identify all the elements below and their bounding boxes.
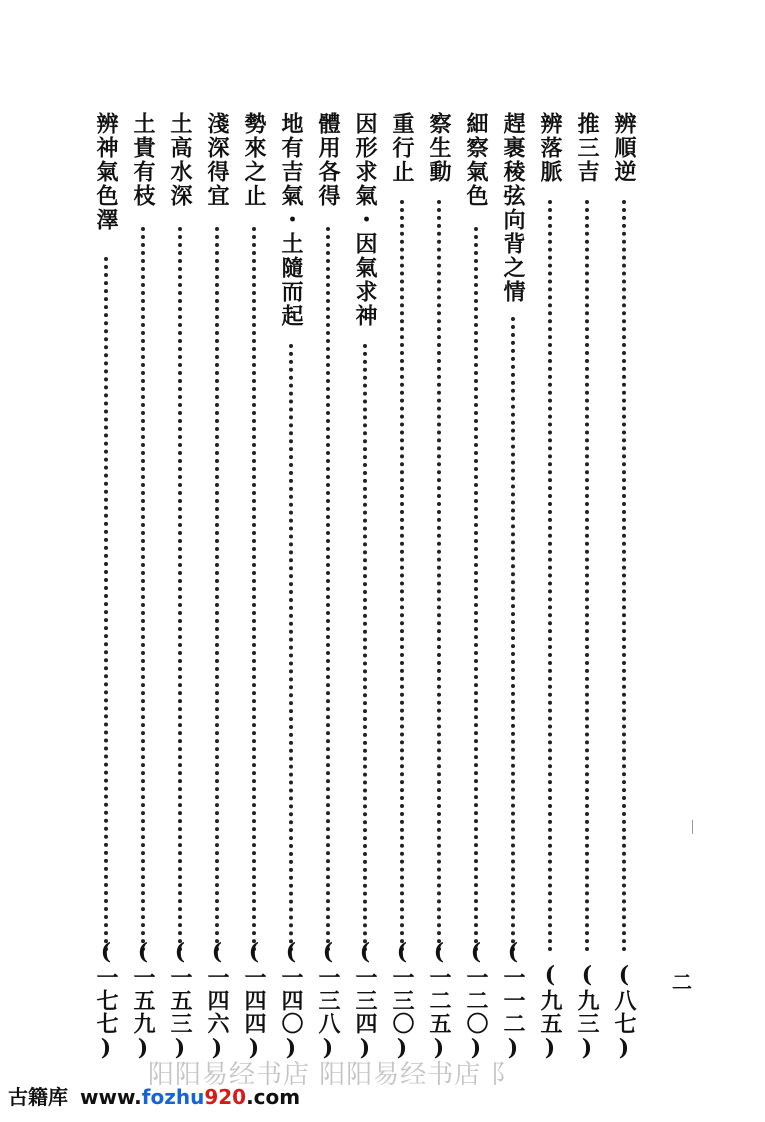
entry-title: 辨順逆 — [611, 112, 637, 184]
dot-leader — [400, 200, 404, 952]
entry-page: (一二五) — [426, 939, 452, 1062]
site-url-domain: fozhu — [141, 1085, 205, 1109]
dot-leader — [474, 227, 478, 952]
entry-title: 因形求氣・因氣求神 — [352, 112, 378, 328]
dot-leader — [252, 227, 256, 952]
dot-leader — [178, 227, 182, 952]
toc-entry — [385, 112, 419, 1062]
dot-leader — [437, 200, 441, 952]
entry-page: (一四四) — [241, 939, 267, 1062]
entry-title: 勢來之止 — [241, 112, 267, 208]
dot-leader — [289, 344, 293, 952]
toc-entry — [163, 112, 197, 1062]
entry-page: (一三八) — [315, 939, 341, 1062]
entry-page: (一二〇) — [463, 939, 489, 1062]
entry-page: (一一二) — [500, 939, 526, 1062]
entry-title: 土貴有枝 — [130, 112, 156, 208]
entry-title: 土高水深 — [167, 112, 193, 208]
toc-entry — [274, 112, 308, 1062]
entry-title: 重行止 — [389, 112, 415, 184]
toc-entry — [422, 112, 456, 1062]
dot-leader — [141, 227, 145, 952]
entry-page: (一三〇) — [389, 939, 415, 1062]
toc-entry — [126, 112, 160, 1062]
entry-page: (九五) — [537, 962, 563, 1062]
toc-entry — [237, 112, 271, 1062]
toc-entry — [348, 112, 382, 1062]
dot-leader — [326, 227, 330, 952]
site-url-number: 920 — [204, 1085, 247, 1109]
entry-title: 淺深得宜 — [204, 112, 230, 208]
watermark-text: 阳阳易经书店 阳阳易经书店 阝 — [148, 1060, 518, 1090]
page-number: 二 — [672, 970, 694, 994]
toc-entry — [570, 112, 604, 1062]
toc-entry — [607, 112, 641, 1062]
site-logo[interactable] — [8, 1081, 300, 1110]
entry-page: (一四〇) — [278, 939, 304, 1062]
entry-title: 地有吉氣・土隨而起 — [278, 112, 304, 328]
dot-leader — [104, 257, 108, 952]
entry-page: (八七) — [611, 962, 637, 1062]
site-url-www: www. — [80, 1085, 142, 1109]
toc-entry — [89, 112, 123, 1062]
toc-entry — [459, 112, 493, 1062]
toc-entry — [496, 112, 530, 1062]
dot-leader — [215, 227, 219, 952]
scan-mark — [692, 820, 693, 834]
dot-leader — [511, 317, 515, 952]
entry-title: 趕裹稜弦向背之情 — [500, 112, 526, 304]
entry-title: 推三吉 — [574, 112, 600, 184]
entry-page: (九三) — [574, 962, 600, 1062]
entry-title: 體用各得 — [315, 112, 341, 208]
entry-page: (一三四) — [352, 939, 378, 1062]
dot-leader — [548, 200, 552, 952]
dot-leader — [622, 200, 626, 952]
entry-title: 察生動 — [426, 112, 452, 184]
site-url-tld: .com — [246, 1085, 301, 1109]
entry-page: (一五九) — [130, 939, 156, 1062]
toc-entry — [311, 112, 345, 1062]
entry-page: (一七七) — [93, 939, 119, 1062]
toc-entry — [200, 112, 234, 1062]
entry-page: (一四六) — [204, 939, 230, 1062]
entry-title: 辨神氣色澤 — [93, 112, 119, 232]
entry-title: 細察氣色 — [463, 112, 489, 208]
dot-leader — [585, 200, 589, 952]
site-brand: 古籍库 — [8, 1085, 68, 1109]
entry-title: 辨落脈 — [537, 112, 563, 184]
entry-page: (一五三) — [167, 939, 193, 1062]
dot-leader — [363, 344, 367, 952]
toc-entry — [533, 112, 567, 1062]
